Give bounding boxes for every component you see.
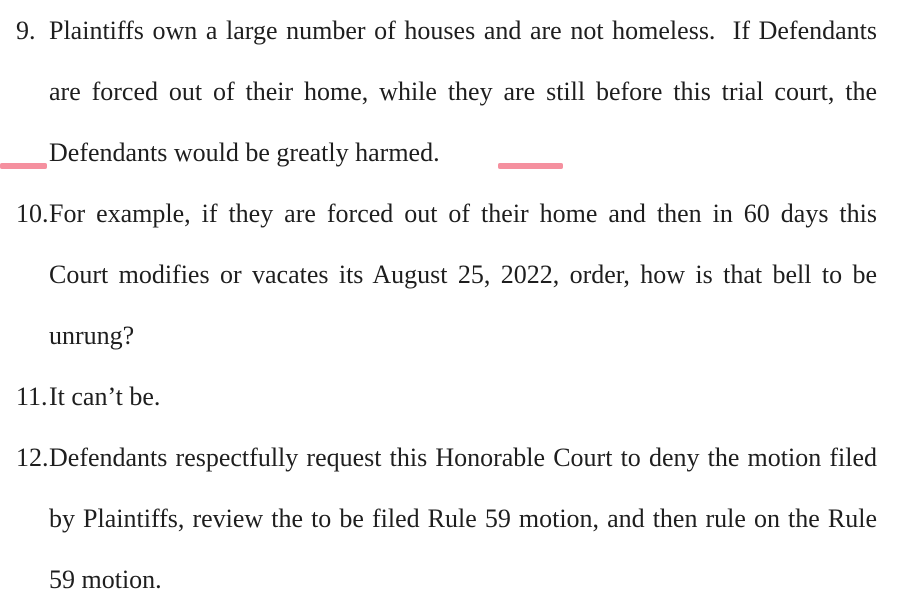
- text-segment: home, while: [293, 77, 448, 106]
- underline-annotation-text: days: [769, 199, 840, 228]
- text-line: [49, 305, 877, 366]
- text-line: [49, 366, 877, 427]
- text-segment: Plaintiffs own a large number of houses and are not homeless. If Defendants: [49, 16, 877, 45]
- text-segment: 59 motion.: [49, 565, 162, 594]
- text-line: [49, 122, 877, 183]
- text-segment: Defendants would be greatly harmed.: [49, 138, 440, 167]
- text-segment: are forced out: [49, 77, 213, 106]
- list-item: [0, 366, 906, 427]
- overline-annotation-text: of their: [212, 77, 294, 106]
- text-line: [49, 244, 877, 305]
- after-harmed-underline-mark: [498, 163, 563, 169]
- text-line: [49, 0, 877, 61]
- text-segment: For example, if they are forced out of their home and then in 60: [49, 199, 770, 228]
- text-segment: unrung?: [49, 321, 135, 350]
- text-segment: are still before this trial court, the: [492, 77, 877, 106]
- text-line: [49, 427, 877, 488]
- underline-annotation-text: they: [447, 77, 493, 106]
- text-segment: Defendants respectfully request this Honorable Court to deny the motion filed: [49, 443, 877, 472]
- margin-underline-mark: [0, 163, 47, 169]
- list-item-number: 10.: [16, 199, 49, 228]
- text-segment: It can’t be.: [49, 382, 161, 411]
- list-item: [0, 183, 906, 366]
- text-line: [49, 61, 877, 122]
- list-item-number: 12.: [16, 443, 49, 472]
- list-item: [0, 427, 906, 609]
- list-item-number: 9.: [16, 16, 36, 45]
- text-line: [49, 488, 877, 549]
- text-line: [49, 549, 877, 609]
- text-segment: this: [839, 199, 877, 228]
- list-item-number: 11.: [16, 382, 48, 411]
- text-segment: Court modifies or vacates its August 25, 2022, order, how is that bell to be: [49, 260, 877, 289]
- text-segment: by Plaintiffs, review the to be filed Rule 59 motion, and then rule on the Rule: [49, 504, 877, 533]
- list-item: [0, 0, 906, 183]
- text-line: [49, 183, 877, 244]
